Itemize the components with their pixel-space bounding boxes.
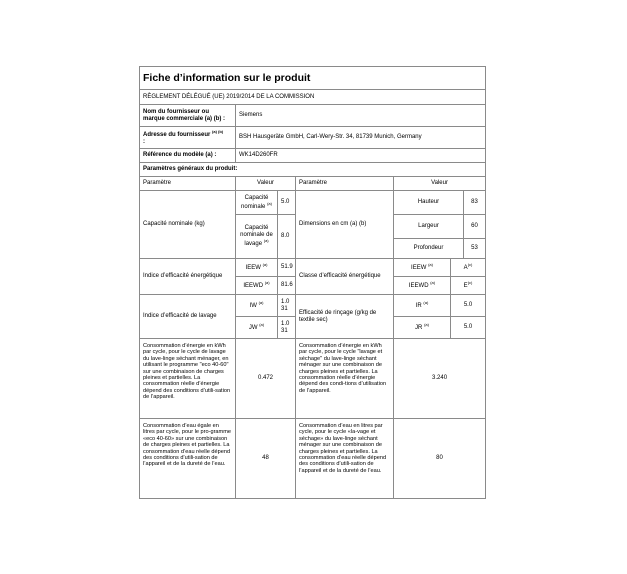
capacity-wash-note: (a)	[267, 200, 272, 206]
depth-value: 53	[464, 239, 486, 259]
class-ieew-label	[394, 259, 451, 277]
class-ieewd-note: (a)	[430, 280, 436, 285]
iw-note: (a)	[258, 300, 264, 305]
class-ieew-note: (a)	[428, 262, 433, 267]
supplier-address-label-colon: :	[143, 138, 145, 145]
ieew-label	[236, 259, 278, 277]
model-ref-value: WK14D260FR	[236, 149, 486, 163]
ieewd-value: 81.6	[278, 277, 296, 295]
capacity-wash-label	[236, 191, 278, 215]
iw-value: 1.031	[278, 295, 296, 317]
ir-label	[394, 295, 451, 317]
height-label: Hauteur	[394, 191, 464, 215]
energy-consumption-washdry-text: Consommation d’énergie en kWh par cycle, pour le cycle "lavage et séchage" du lave-linge séchant ménager sur une combinaison de charges pleines et partielles. La consommation réelle d’énergie dépend des condi-tions d’utilisation de l’appareil.	[296, 339, 394, 419]
capacity-washdry-label-text: Capacité nominale de lavage	[240, 225, 273, 247]
jr-label	[394, 317, 451, 339]
supplier-name-value: Siemens	[236, 105, 486, 127]
class-ieewd-value-text: E	[463, 283, 468, 289]
water-consumption-washdry-value: 80	[394, 419, 486, 499]
water-consumption-washdry-text: Consommation d’eau en litres par cycle, pour le cycle «la-vage et séchage» du lave-linge séchant ménager sur une combinaison de charges pleines et partielles. La consommation d’eau réelle dépend des conditions d’utili-sation de l’appareil et de la dureté de l’eau.	[296, 419, 394, 499]
ir-note: (a)	[423, 300, 429, 305]
water-consumption-wash-text: Consommation d’eau égale en litres par cycle, pour le pro-gramme «eco 40-60» sur une combinaison de charges pleines et partielles. La consommation d’eau réelle dépend des conditions d’utili-sation de l’appareil et de la dureté de l’eau.	[140, 419, 236, 499]
header-value-right: Valeur	[394, 177, 486, 191]
width-value: 60	[464, 215, 486, 239]
model-ref-label: Référence du modèle (a) :	[140, 149, 236, 163]
ieewd-label	[236, 277, 278, 295]
energy-index-label: Indice d’efficacité énergétique	[140, 259, 236, 295]
product-info-table	[139, 66, 486, 499]
product-information-sheet	[139, 66, 485, 499]
capacity-wash-value: 5.0	[278, 191, 296, 215]
jr-value: 5.0	[451, 317, 486, 339]
ieewd-label-text: IEEWD	[243, 283, 264, 289]
supplier-name-label: Nom du fournisseur ou marque commerciale (a) (b) :	[140, 105, 236, 127]
class-ieew-value	[451, 259, 486, 277]
header-parameter-right: Paramètre	[296, 177, 394, 191]
ir-value: 5.0	[451, 295, 486, 317]
supplier-address-note: (a) (b)	[212, 128, 224, 134]
sheet-title: Fiche d’information sur le produit	[140, 67, 486, 90]
jw-label	[236, 317, 278, 339]
class-ieew-value-text: A	[463, 265, 468, 271]
supplier-address-value: BSH Hausgeräte GmbH, Carl-Wery-Str. 34, 81739 Munich, Germany	[236, 127, 486, 149]
water-consumption-wash-value: 48	[236, 419, 296, 499]
capacity-washdry-value: 8.0	[278, 215, 296, 259]
ieew-label-text: IEEW	[245, 265, 261, 271]
capacity-label: Capacité nominale (kg)	[140, 191, 236, 259]
ieewd-note: (a)	[264, 280, 270, 285]
class-ieewd-value-note: (c)	[467, 280, 473, 285]
capacity-washdry-label	[236, 215, 278, 259]
supplier-address-label-text: Adresse du fournisseur	[143, 131, 211, 138]
regulation-reference: RÈGLEMENT DÉLÉGUÉ (UE) 2019/2014 DE LA COMMISSION	[140, 90, 486, 105]
width-label: Largeur	[394, 215, 464, 239]
jw-label-text: JW	[248, 325, 258, 331]
ir-label-text: IR	[415, 303, 422, 309]
energy-class-label: Classe d’efficacité énergétique	[296, 259, 394, 295]
jr-label-text: JR	[415, 325, 423, 331]
energy-consumption-washdry-value: 3.240	[394, 339, 486, 419]
class-ieewd-label-text: IEEWD	[408, 283, 429, 289]
class-ieewd-value	[451, 277, 486, 295]
washing-index-label: Indice d’efficacité de lavage	[140, 295, 236, 339]
capacity-wash-label-text: Capacité nominale	[241, 194, 269, 210]
energy-consumption-wash-text: Consommation d’énergie en kWh par cycle, pour le cycle de lavage du lave-linge séchant ménager, en utilisant le programme "eco 40-60" sur une combinaison de charges pleines et partielles. La consommation réelle d’énergie dépend des conditions d’utili-sation de l’appareil.	[140, 339, 236, 419]
capacity-washdry-note: (a)	[263, 238, 269, 243]
iw-label	[236, 295, 278, 317]
dimensions-label: Dimensions en cm (a) (b)	[296, 191, 394, 259]
jw-value: 1.031	[278, 317, 296, 339]
general-params-heading: Paramètres généraux du produit:	[140, 163, 486, 177]
header-parameter-left: Paramètre	[140, 177, 236, 191]
class-ieew-label-text: IEEW	[411, 265, 427, 271]
supplier-address-label	[140, 127, 236, 149]
jw-note: (a)	[259, 322, 265, 327]
jr-note: (a)	[424, 322, 429, 327]
class-ieew-value-note: (c)	[467, 262, 473, 267]
height-value: 83	[464, 191, 486, 215]
class-ieewd-label	[394, 277, 451, 295]
depth-label: Profondeur	[394, 239, 464, 259]
ieew-value: 51.9	[278, 259, 296, 277]
energy-consumption-wash-value: 0.472	[236, 339, 296, 419]
header-value-left: Valeur	[236, 177, 296, 191]
ieew-note: (a)	[262, 262, 268, 267]
rinsing-label: Efficacité de rinçage (g/kg de textile sec)	[296, 295, 394, 339]
iw-label-text: IW	[249, 303, 257, 309]
